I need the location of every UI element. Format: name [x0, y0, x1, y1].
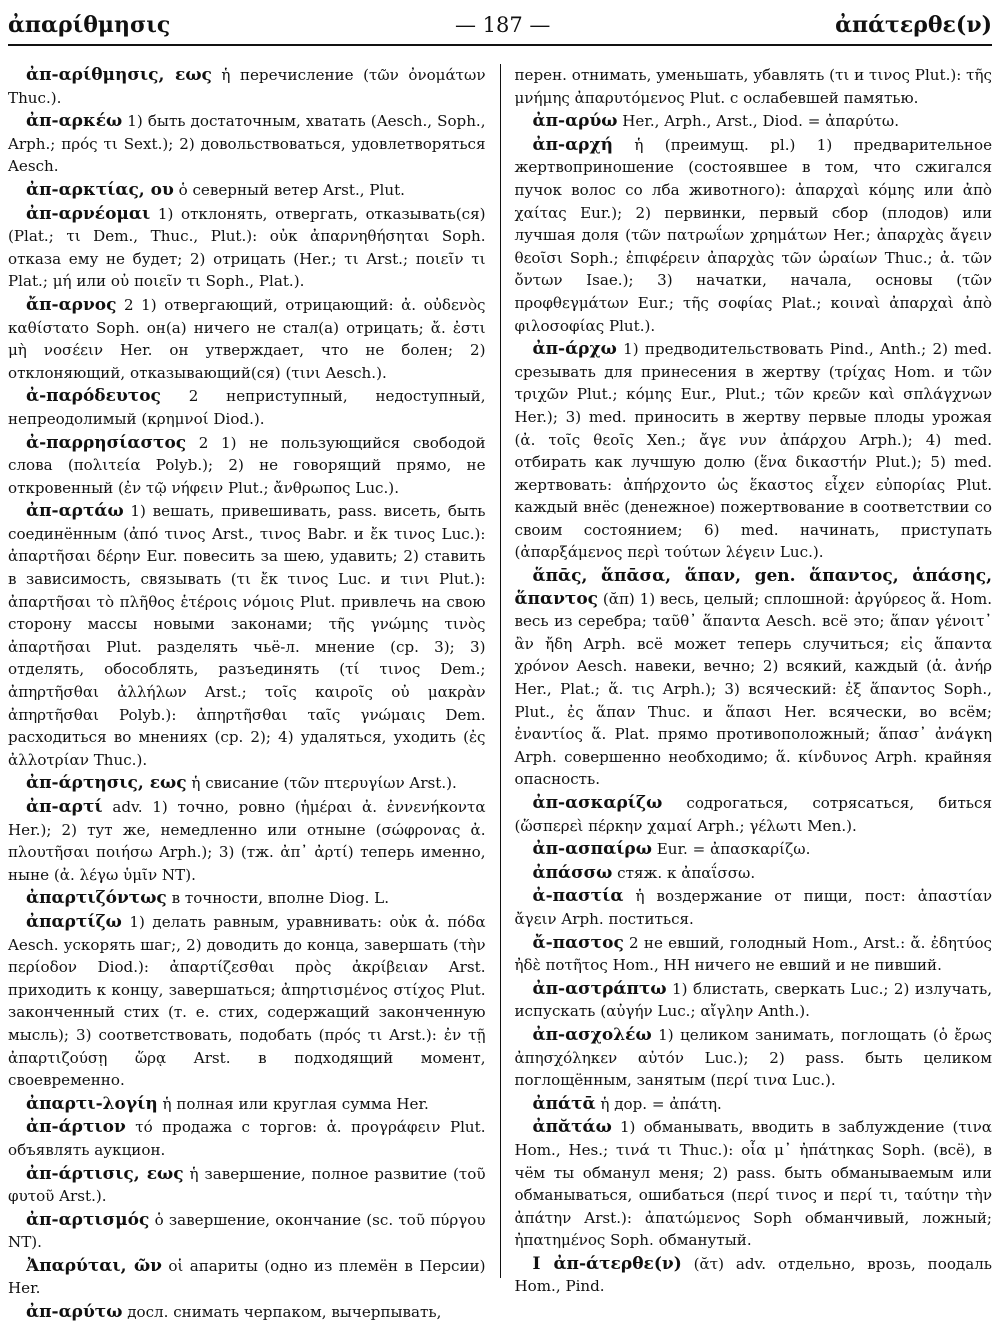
entry-headword: ἀπ-άρτισις, εως [26, 1163, 184, 1184]
dictionary-entry [8, 1093, 486, 1116]
column-divider [500, 64, 501, 1278]
entry-definition: 2 неприступный, недоступный, непреодолимый (κρημνοί Diod.). [8, 387, 486, 428]
entry-headword: ἀ-παστία [532, 886, 624, 907]
running-head-right: ἀπάτερθε(ν) [835, 12, 992, 38]
entry-definition: 1) вешать, привешивать, pass. висеть, быть соединённым (ἀπό τινος Arst., τινος Babr. и ἔκ τινος Luc.): ἀπαρτῆσαι δέρην Eur. повесить за шею, удавить; 2) ставить в зависимость, связывать (τι ἔκ τινος Luc. и τινι Plut.): ἀπαρτῆσαι τὸ πλῆθος ἑτέροις νόμοις Plut. привлечь на свою сторону массы новыми законами; τῆς γνώμης τινὸς ἀπαρτῆσαι Plut. разделять чьё-л. мнение (ср. 3); 3) отделять, обособлять, разъединять (τί τινος Dem.; ἀπηρτῆσθαι ἀλλήλων Arst.; τοῖς καιροῖς οὐ μακρὰν ἀπηρτῆσθαι Polyb.): ἀπηρτῆσθαι ταῖς γνώμαις Dem. расходиться во мнениях (ср. 2); 4) удаляться, уходить (ἐς ἀλλοτρίαν Thuc.). [8, 502, 486, 769]
entry-headword: ἀπ-άρχω [532, 339, 617, 360]
entry-definition: ὁ северный ветер Arst., Plut. [173, 180, 405, 199]
entry-definition: (ᾰπ) 1) весь, целый; сплошной: ἀργύρεος ἅ. Hom. весь из серебра; ταῦθ᾽ ἅπαντα Aesch. всё это; ἅπαν γένοιτ᾽ ἂν ἤδη Arph. всё может теперь случиться; εἰς ἅπαντα χρόνον Aesch. навеки, вечно; 2) всякий, каждый (ἁ. ἀνήρ Her., Plat.; ἅ. τις Arph.); 3) всяческий: ἐξ ἅπαντος Soph., Plut., ἐς ἅπαν Thuc. и ἅπασι Her. всячески, во всём; ἐναντίος ἅ. Plat. прямо противоположный; ἅπασ᾽ ἀνάγκη Arph. совершенно необходимо; ἅ. κίνδυνος Arph. крайняя опасность. [514, 589, 992, 789]
entry-headword: ἀπ-αρίθμησις, εως [26, 65, 212, 85]
dictionary-entry [514, 1024, 992, 1092]
entry-headword: ἀπ-αρτάω [26, 501, 124, 522]
entry-headword: ἀπ-ασπαίρω [532, 839, 652, 860]
dictionary-entry [514, 1116, 992, 1252]
dictionary-entry [514, 565, 992, 791]
entry-definition: 1) делать равным, уравнивать: οὐκ ἀ. πόδα Aesch. ускорять шаг;, 2) доводить до конца, завершать (τὴν περίοδον Diod.): ἀπαρτίζεσθαι πρὸς ἀκρίβειαν Arst. приходить к концу, завершаться; ἀπηρτισμένος στίχος Plut. законченный стих (т. е. стих, содержащий законченную мысль); 3) соответствовать, подобать (πρός τι Arst.): ἐν τῇ ἀπαρτιζούσῃ ὥρᾳ Arst. в подходящий момент, своевременно. [8, 912, 486, 1090]
entry-headword: ἀπ-αρύω [532, 111, 618, 132]
entry-headword: ἀπ-αστράπτω [532, 978, 667, 999]
entry-headword: ἀπ-ασχολέω [532, 1024, 652, 1045]
entry-definition: 2 1) не пользующийся свободой слова (πολιτεία Polyb.); 2) не говорящий прямо, не откровенный (ἐν τῷ νήφειν Plut.; ἄνθρωπος Luc.). [8, 433, 486, 497]
entry-headword: Ἀπαρύται, ῶν [26, 1255, 162, 1276]
dictionary-entry [8, 1301, 486, 1324]
dictionary-entry [8, 772, 486, 795]
dictionary-entry [8, 500, 486, 771]
entry-headword: ἀπᾰτάω [532, 1117, 612, 1138]
dictionary-entry [8, 432, 486, 500]
dictionary-entry [8, 796, 486, 886]
dictionary-entry [514, 1253, 992, 1298]
dictionary-entry [8, 887, 486, 910]
dictionary-entry [514, 885, 992, 930]
dictionary-entry [514, 338, 992, 564]
dictionary-entry [8, 911, 486, 1092]
entry-headword: ἀπαρτιζόντως [26, 888, 167, 909]
left-column [8, 64, 486, 1323]
entry-headword: ἄπ-αρνος [26, 294, 117, 315]
entry-headword: ἀπ-αρτισμός [26, 1209, 150, 1230]
page-header [8, 10, 992, 46]
entry-definition: ἡ (преимущ. pl.) 1) предварительное жертвоприношение (состоявшее в том, что сжигался пучок волос со лба животного): ἀπαρχαὶ κόμης или ἀπὸ χαίτας Eur.); 2) первинки, первый сбор (плодов) или лучшая доля (τῶν πατρωΐων χρημάτων Her.; ἀπαρχὰς ἄγειν θεοῖσι Soph.; ἐπιφέρειν ἀπαρχὰς τῶν ὡραίων Thuc.; ἀ. τῶν ὄντων Isae.); 3) начатки, начала, основы (τῶν προφθεγμάτων Eur.; τῆς σοφίας Plat.; κοιναὶ ἀπαρχαὶ ἀπὸ φιλοσοφίας Plut.). [514, 135, 992, 335]
entry-headword: ἀπ-άρτησις, εως [26, 773, 187, 794]
entry-definition: ἡ полная или круглая сумма Her. [157, 1094, 429, 1113]
entry-definition: содрогаться, сотрясаться, биться (ὥσπερεὶ πέρκην χαμαί Arph.; γέλωτι Men.). [514, 794, 992, 835]
entry-headword: ἀπ-αρτί [26, 797, 103, 817]
entry-headword: ἀ-παρρησίαστος [26, 432, 187, 453]
dictionary-entry [514, 1093, 992, 1116]
dictionary-entry [8, 1116, 486, 1161]
dictionary-entry [8, 1255, 486, 1300]
entry-definition: ἡ завершение, полное развитие (τοῦ φυτοῦ Arst.). [8, 1164, 486, 1206]
page-number: — 187 — [454, 13, 551, 37]
entry-definition: 1) целиком занимать, поглощать (ὁ ἔρως ἀπησχόληκεν αὐτόν Luc.); 2) pass. быть целиком поглощённым, занятым (περί τινα Luc.). [514, 1025, 992, 1090]
entry-definition: стяж. к ἀπαΐσσω. [612, 863, 756, 882]
entry-headword: ἀπ-άρτιον [26, 1117, 126, 1138]
entry-definition: ἡ свисание (τῶν πτερυγίων Arst.). [186, 774, 457, 793]
entry-headword: ἀπ-αρνέομαι [26, 203, 151, 224]
right-column [514, 64, 993, 1296]
entry-headword: ἀπ-αρχή [532, 134, 613, 155]
entry-headword: ἀπ-αρύτω [26, 1302, 123, 1323]
dictionary-entry [8, 1209, 486, 1254]
entry-headword: ἀπάσσω [532, 862, 613, 883]
entry-definition: в точности, вполне Diog. L. [166, 889, 390, 908]
running-head-left: ἀπαρίθμησις [8, 12, 171, 38]
entry-definition: 1) блистать, сверкать Luc.; 2) излучать, испускать (αὐγήν Luc.; αἴγλην Anth.). [514, 979, 992, 1021]
entry-definition: 1) предводительствовать Pind., Anth.; 2) med. срезывать для принесения в жертву (τρίχας Hom. и τῶν τριχῶν Plut.; κόμης Eur., Plut.; τῶν κρεῶν καὶ σπλάγχνων Her.); 3) med. приносить в жертву первые плоды урожая (ἀ. τοῖς θεοῖς Xen.; ἄγε νυν ἀπάρχου Arph.); 4) med. отбирать как лучшую долю (ἕνα δικαστήν Plut.); 5) med. жертвовать: ἀπήρχοντο ὡς ἕκαστος εἶχεν εὐπορίας Plut. каждый внёс (денежное) пожертвование в соответствии со своим состоянием; 6) med. начинать, приступать (ἀπαρξάμενος περὶ τούτων λέγειν Luc.). [514, 340, 992, 562]
entry-definition: (ᾰτ) adv. отдельно, врозь, поодаль Hom., Pind. [514, 1254, 993, 1296]
entry-definition: Eur. = ἀπασκαρίζω. [651, 840, 811, 859]
entry-definition: τό продажа с торгов: ἀ. προγράφειν Plut. объявлять аукцион. [8, 1118, 486, 1159]
entry-definition: οἱ апариты (одно из племён в Персии) Her. [8, 1256, 486, 1298]
dictionary-entry [514, 110, 992, 133]
entry-headword: I ἀπ-άτερθε(ν) [532, 1253, 682, 1274]
dictionary-entry [8, 64, 486, 109]
entry-definition: 1) обманывать, вводить в заблуждение (τινα Hom., Hes.; τινά τι Thuc.): οἷα μ᾽ ἠπάτηκας Soph. (всё), в чём ты обманул меня; 2) pass. быть обманываемым или обманываться, ошибаться (περί τινος и περί τι, ταύτην τὴν ἀπάτην Arst.): ἀπατώμενος Soph обманчивый, ложный; ἠπατημένος Soph. обманутый. [514, 1118, 992, 1250]
entry-headword: ἀπ-αρκτίας, ου [26, 179, 174, 200]
entry-headword: ἀπαρτι-λογίη [26, 1093, 158, 1114]
dictionary-entry [514, 932, 992, 977]
entry-definition: 1) отклонять, отвергать, отказывать(ся) (Plat.; τι Dem., Thuc., Plut.): οὐκ ἀπαρνηθήσηται Soph. отказа ему не будет; 2) отрицать (Her.; τι Arst.; ποιεῖν τι Plat.; μή или οὐ ποιεῖν τι Soph., Plat.). [8, 204, 486, 291]
dictionary-entry [514, 64, 992, 109]
dictionary-columns [8, 64, 993, 1323]
dictionary-entry [8, 203, 486, 293]
dictionary-entry [514, 862, 992, 885]
entry-headword: ἀπαρτίζω [26, 911, 122, 932]
entry-definition: ἡ воздержание от пищи, пост: ἀπαστίαν ἄγειν Arph. поститься. [514, 887, 992, 928]
entry-definition: 2 1) отвергающий, отрицающий: ἀ. οὐδενὸς καθίστατο Soph. он(а) ничего не стал(а) отрицать; ἄ. ἐστι μὴ νοσέειν Her. он утверждает, что не болен; 2) отклоняющий, отказывающий(ся) (τινι Aesch.). [8, 295, 486, 382]
entry-definition: ἡ перечисление (τῶν ὀνομάτων Thuc.). [8, 66, 486, 107]
dictionary-entry [8, 294, 486, 384]
entry-definition: перен. отнимать, уменьшать, убавлять (τι и τινος Plut.): τῆς μνήμης ἀπαρυτόμενος Plut. с ослабевшей памятью. [514, 66, 992, 107]
entry-definition: досл. снимать черпаком, вычерпывать, [122, 1303, 442, 1322]
entry-definition: 1) быть достаточным, хватать (Aesch., Soph., Arph.; πρός τι Sext.); 2) довольствоваться, удовлетворяться Aesch. [8, 112, 486, 176]
entry-headword: ἅπᾱς, ἅπᾱσα, ἅπαν, gen. ἅπαντος, ἁπάσης, ἅπαντος [514, 566, 992, 609]
entry-headword: ἀπ-ασκαρίζω [532, 793, 663, 813]
entry-definition: ὁ завершение, окончание (sc. τοῦ πύργου NT). [8, 1210, 486, 1252]
entry-headword: ἀ-παρόδευτος [26, 386, 161, 407]
dictionary-entry [514, 978, 992, 1023]
dictionary-entry [514, 838, 992, 861]
dictionary-entry [8, 1163, 486, 1208]
entry-headword: ἀπ-αρκέω [26, 111, 123, 132]
entry-definition: adv. 1) точно, ровно (ἡμέραι ἀ. ἐννενήκοντα Her.); 2) тут же, немедленно или отныне (σώφρονας ἀ. πλουτῆσαι ποιήσω Arph.); 3) (тж. ἀπ᾽ ἀρτί) теперь именно, ныне (ἀ. λέγω ὑμῖν NT). [8, 798, 486, 884]
dictionary-entry [8, 385, 486, 430]
entry-headword: ἀπάτᾱ [532, 1093, 596, 1114]
dictionary-entry [8, 179, 486, 202]
entry-definition: Her., Arph., Arst., Diod. = ἀπαρύτω. [617, 112, 900, 131]
dictionary-entry [514, 134, 992, 337]
entry-definition: 2 не евший, голодный Hom., Arst.: ἄ. ἐδητύος ἠδὲ ποτῆτος Hom., HH ничего не евший и не пивший. [514, 933, 992, 975]
entry-definition: ἡ дор. = ἀπάτη. [595, 1094, 722, 1113]
entry-headword: ἄ-παστος [532, 932, 624, 953]
dictionary-entry [8, 110, 486, 178]
dictionary-entry [514, 792, 992, 837]
